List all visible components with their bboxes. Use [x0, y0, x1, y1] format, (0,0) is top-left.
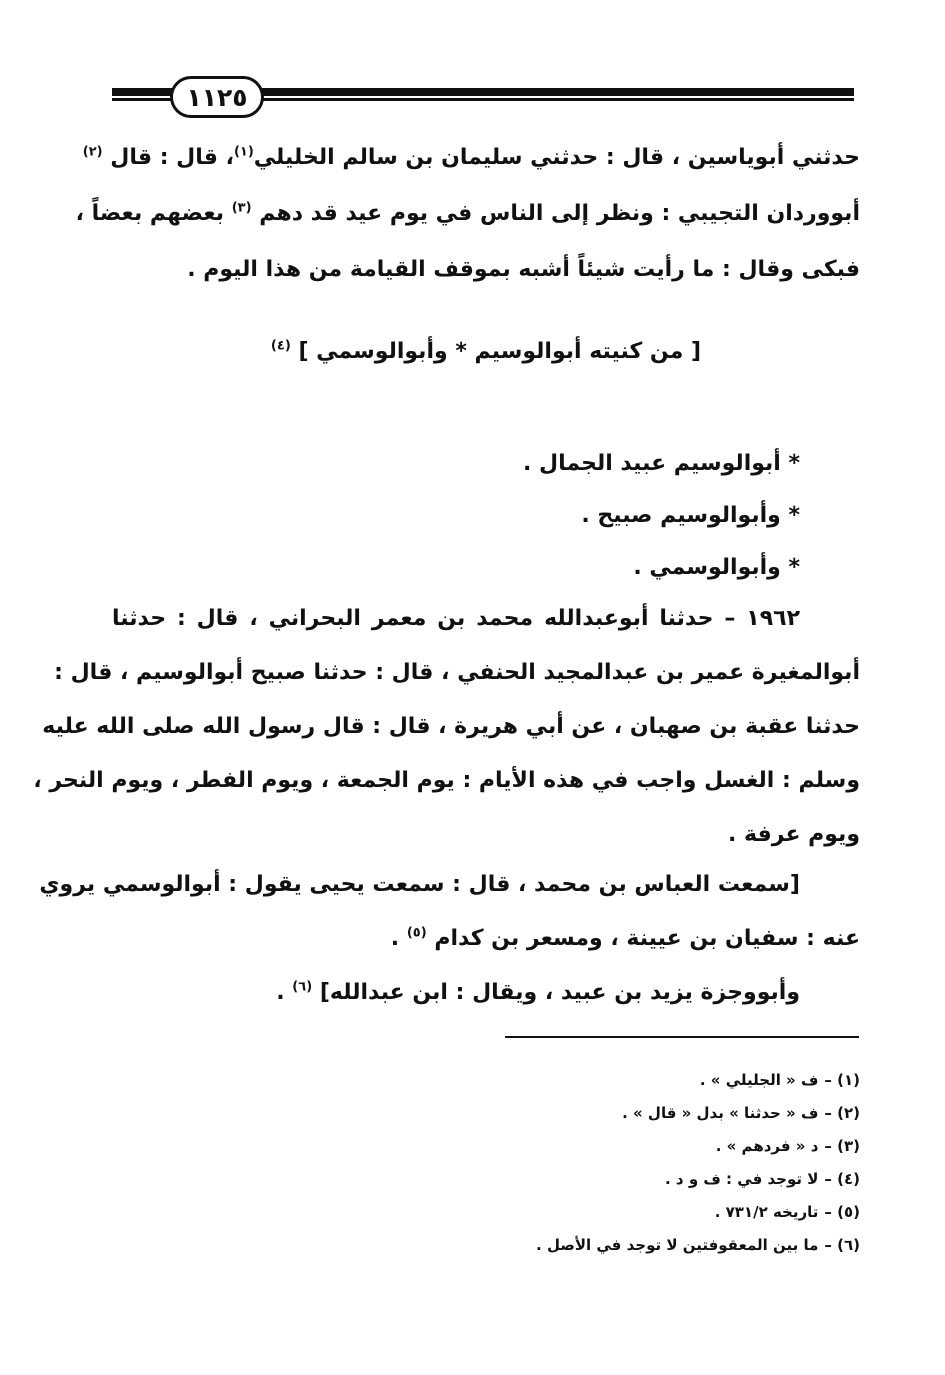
footnote-marker: (١)	[233, 144, 254, 160]
footnote-marker: (٦)	[292, 979, 313, 995]
paragraph-line: حدثني أبوياسين ، قال : حدثني سليمان بن سالم الخليلي$^{(١)}$، قال : قال $^{(٢)}$	[82, 144, 860, 170]
footnote-marker: (٢)	[82, 144, 103, 160]
paragraph-line: [سمعت العباس بن محمد ، قال : سمعت يحيى يقول : أبوالوسمي يروي	[39, 872, 800, 897]
paragraph-line: ١٩٦٢ – حدثنا أبوعبدالله محمد بن معمر البحراني ، قال : حدثنا	[112, 606, 800, 631]
section-heading-text: [ من كنيته أبوالوسيم * وأبوالوسمي ]	[298, 339, 702, 364]
footnote: (٣) –د « فردهم » .	[715, 1137, 860, 1155]
footnote: (٥) –تاريخه ٧٣١/٢ .	[714, 1203, 860, 1221]
list-item: * وأبوالوسمي .	[633, 555, 800, 580]
paragraph-line: ويوم عرفة .	[728, 822, 860, 847]
paragraph-line: أبووردان التجيبي : ونظر إلى الناس في يوم عيد قد دهم $^{(٣)}$ بعضهم بعضاً ،	[75, 200, 860, 226]
section-heading	[112, 330, 860, 374]
paragraph-line: أبوالمغيرة عمير بن عبدالمجيد الحنفي ، قال : حدثنا صبيح أبوالوسيم ، قال :	[54, 660, 860, 685]
footnote-separator	[505, 1036, 859, 1038]
footnote-marker: (٥)	[406, 925, 427, 941]
paragraph-line: فبكى وقال : ما رأيت شيئاً أشبه بموقف القيامة من هذا اليوم .	[187, 257, 860, 282]
footnote: (٢) –ف « حدثنا » بدل « قال » .	[622, 1104, 860, 1122]
paragraph-line: وسلم : الغسل واجب في هذه الأيام : يوم الجمعة ، ويوم الفطر ، ويوم النحر ،	[33, 768, 860, 793]
footnote: (٤) –لا توجد في : ف و د .	[665, 1170, 860, 1188]
page-number-text: ١١٢٥	[186, 82, 248, 112]
name-list	[112, 438, 800, 594]
paragraph-line: وأبووجزة يزيد بن عبيد ، ويقال : ابن عبدالله] $^{(٦)}$ .	[276, 979, 800, 1005]
paragraph-line: عنه : سفيان بن عيينة ، ومسعر بن كدام $^{(٥)}$ .	[390, 925, 860, 951]
opening-paragraph	[75, 130, 860, 298]
narration-paragraph	[39, 858, 860, 1020]
footnotes	[300, 1064, 860, 1262]
footnote: (٦) –ما بين المعقوفتين لا توجد في الأصل .	[536, 1236, 860, 1254]
footnote: (١) –ف « الجليلي » .	[699, 1071, 860, 1089]
list-item: * وأبوالوسيم صبيح .	[581, 503, 800, 528]
hadith-paragraph	[33, 592, 860, 862]
page-number	[170, 76, 264, 118]
footnote-marker: (٤)	[270, 338, 291, 354]
list-item: * أبوالوسيم عبيد الجمال .	[522, 451, 800, 476]
footnote-marker: (٣)	[231, 200, 252, 216]
paragraph-line: حدثنا عقبة بن صهبان ، عن أبي هريرة ، قال : قال رسول الله صلى الله عليه	[42, 714, 860, 739]
